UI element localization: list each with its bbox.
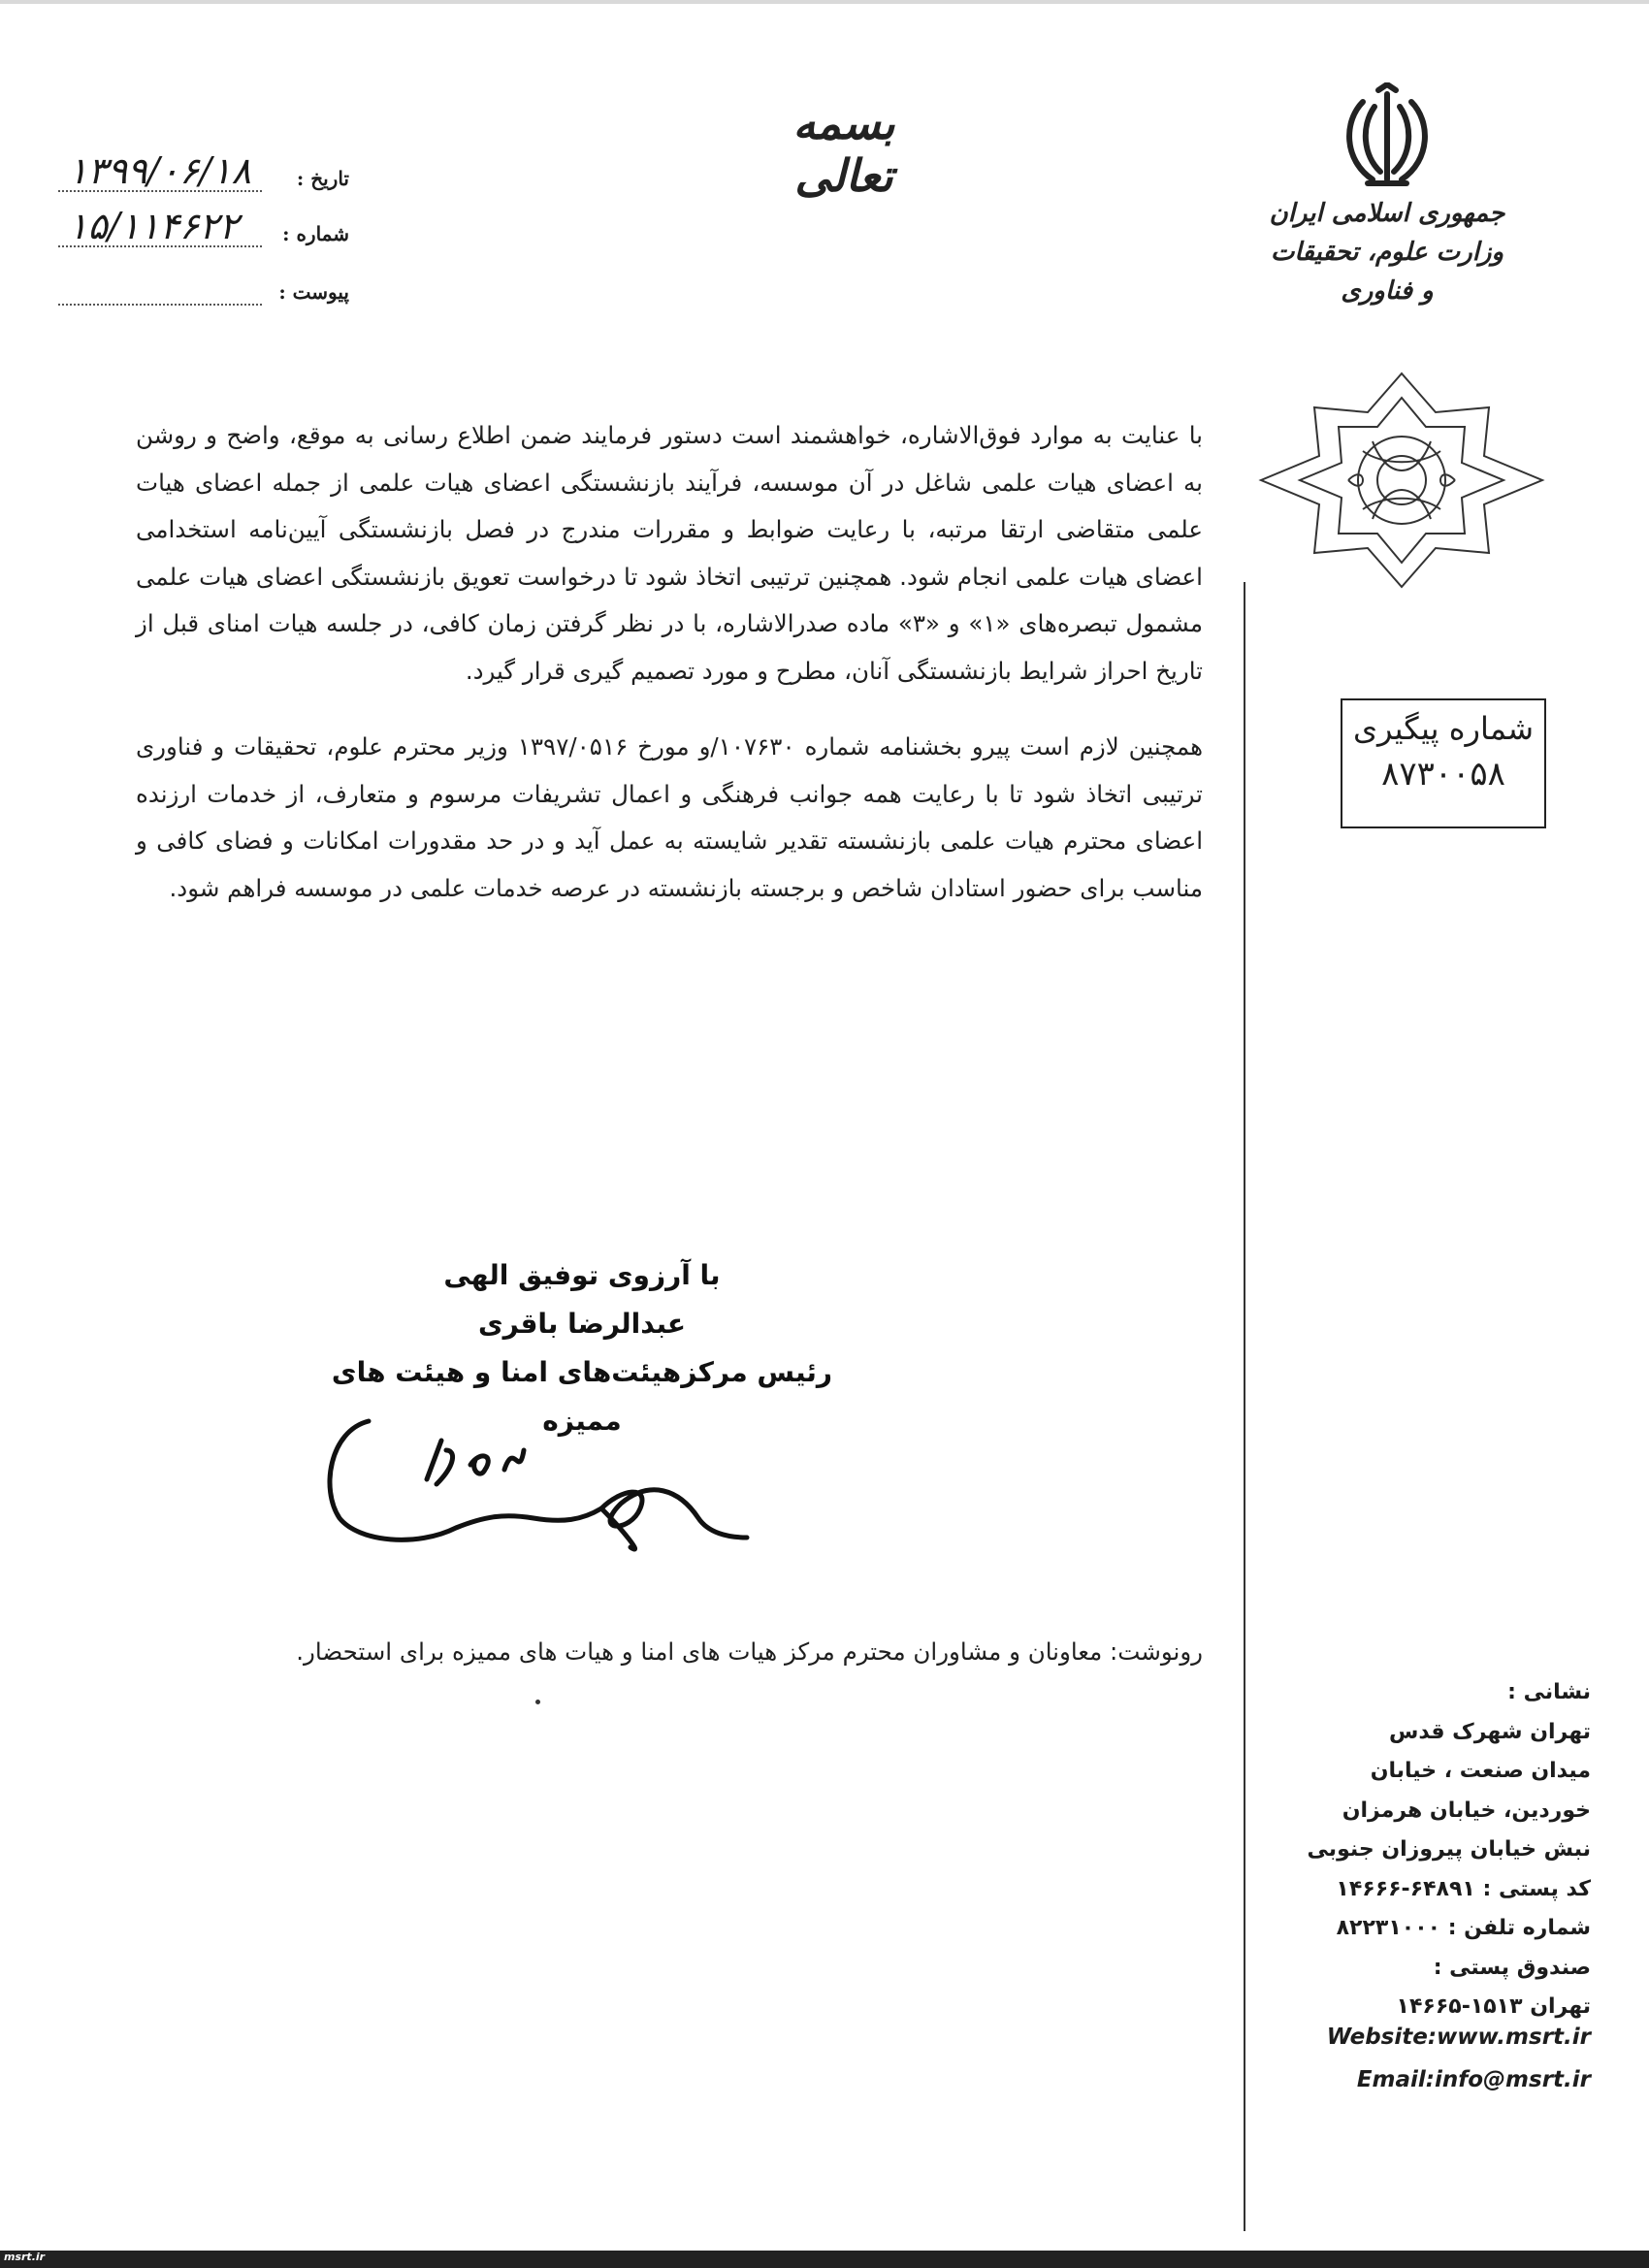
signer-name: عبدالرضا باقری [477,1308,687,1340]
pobox-label: صندوق پستی : [1433,1955,1591,1980]
letterhead-title [1261,194,1513,310]
number-value: ۱۵/۱۱۴۶۲۲ [68,205,240,247]
address-line-1: تهران شهرک قدس [1389,1719,1591,1744]
body-paragraph-2: همچنین لازم است پیرو بخشنامه شماره ۱۰۷۶۳۰/و مورخ ۱۳۹۷/۰۵۱۶ وزیر محترم علوم، تحقیقات و فناوری ترتیبی اتخاذ شود تا با رعایت همه جوانب فرهنگی و اعمال تشریفات مرسوم و متعارف، از خدمات ارزنده اعضای محترم هیات علمی بازنشسته تقدیر شایسته به عمل آید و در حد مقدورات امکانات و فضای کافی و مناسب برای حضور استادان شاخص و برجسته بازنشسته در عرصه خدمات علمی در موسسه فراهم شود. [136,732,1203,902]
attachment-underline [58,304,262,306]
tracking-label: شماره پیگیری [1352,710,1535,747]
pobox-value: تهران ۱۵۱۳-۱۴۶۶۵ [1396,1994,1591,2019]
tracking-number: ۸۷۳۰۰۵۸ [1381,755,1505,794]
footer-watermark: msrt.ir [4,2251,46,2263]
date-label: تاریخ : [296,167,349,190]
republic-name: جمهوری اسلامی ایران [1269,199,1505,228]
address-block [1261,1673,1591,2027]
body-paragraph-1: با عنایت به موارد فوق‌الاشاره، خواهشمند است دستور فرمایند ضمن اطلاع رسانی به موقع، واضح و روشن به اعضای هیات علمی شاغل در آن موسسه، فرآیند بازنشستگی اعضای هیات علمی از جمله اعضای هیات علمی متقاضی ارتقا مرتبه، با رعایت ضوابط و مقررات مندرج در فصل بازنشستگی آیین‌نامه استخدامی اعضای هیات علمی انجام شود. همچنین ترتیبی اتخاذ شود تا درخواست تعویق بازنشستگی اعضای هیات علمی مشمول تبصره‌های «۱» و «۳» ماده صدرالاشاره، با در نظر گرفتن زمان کافی، در جلسه هیات امنای قبل از تاریخ احراز شرایط بازنشستگی آنان، مطرح و مورد تصمیم گیری قرار گیرد. [136,421,1203,685]
phone-number: شماره تلفن : ۸۲۲۳۱۰۰۰ [1336,1916,1591,1940]
ministry-name: وزارت علوم، تحقیقات و فناوری [1270,238,1504,306]
address-label: نشانی : [1507,1680,1591,1704]
margin-divider [1244,582,1245,2231]
stray-dot [535,1700,540,1704]
number-field [58,205,349,257]
date-field [58,149,349,202]
email-link[interactable]: Email:info@msrt.ir [1356,2067,1591,2092]
postal-code: کد پستی : ۶۴۸۹۱-۱۴۶۶۶ [1336,1876,1591,1901]
number-label: شماره : [282,222,349,245]
closing-phrase: با آرزوی توفیق الهی [443,1259,721,1291]
basmala-heading: بسمه تعالی [792,97,895,202]
contact-web [1261,2016,1591,2101]
address-line-3: خوردین، خیابان هرمزان [1342,1798,1591,1823]
iran-emblem-icon [1334,82,1440,194]
address-line-4: نبش خیابان پیروزان جنوبی [1307,1837,1591,1862]
address-line-2: میدان صنعت ، خیابان [1370,1759,1591,1783]
attachment-label: پیوست : [278,280,349,304]
tracking-number-box [1341,698,1546,828]
attachment-field [58,276,349,315]
ornament-icon [1256,369,1547,592]
scan-top-edge [0,0,1649,4]
handwritten-signature-icon [310,1411,757,1567]
signer-title: رئیس مرکزهیئت‌های امنا و هیئت های ممیزه [331,1356,833,1437]
footer-strip [0,2251,1649,2268]
website-link[interactable]: Website:www.msrt.ir [1326,2025,1591,2050]
date-value: ۱۳۹۹/۰۶/۱۸ [68,149,251,192]
letter-body [136,412,1203,941]
cc-line: رونوشت: معاونان و مشاوران محترم مرکز هیات های امنا و هیات های ممیزه برای استحضار. [296,1637,1203,1666]
